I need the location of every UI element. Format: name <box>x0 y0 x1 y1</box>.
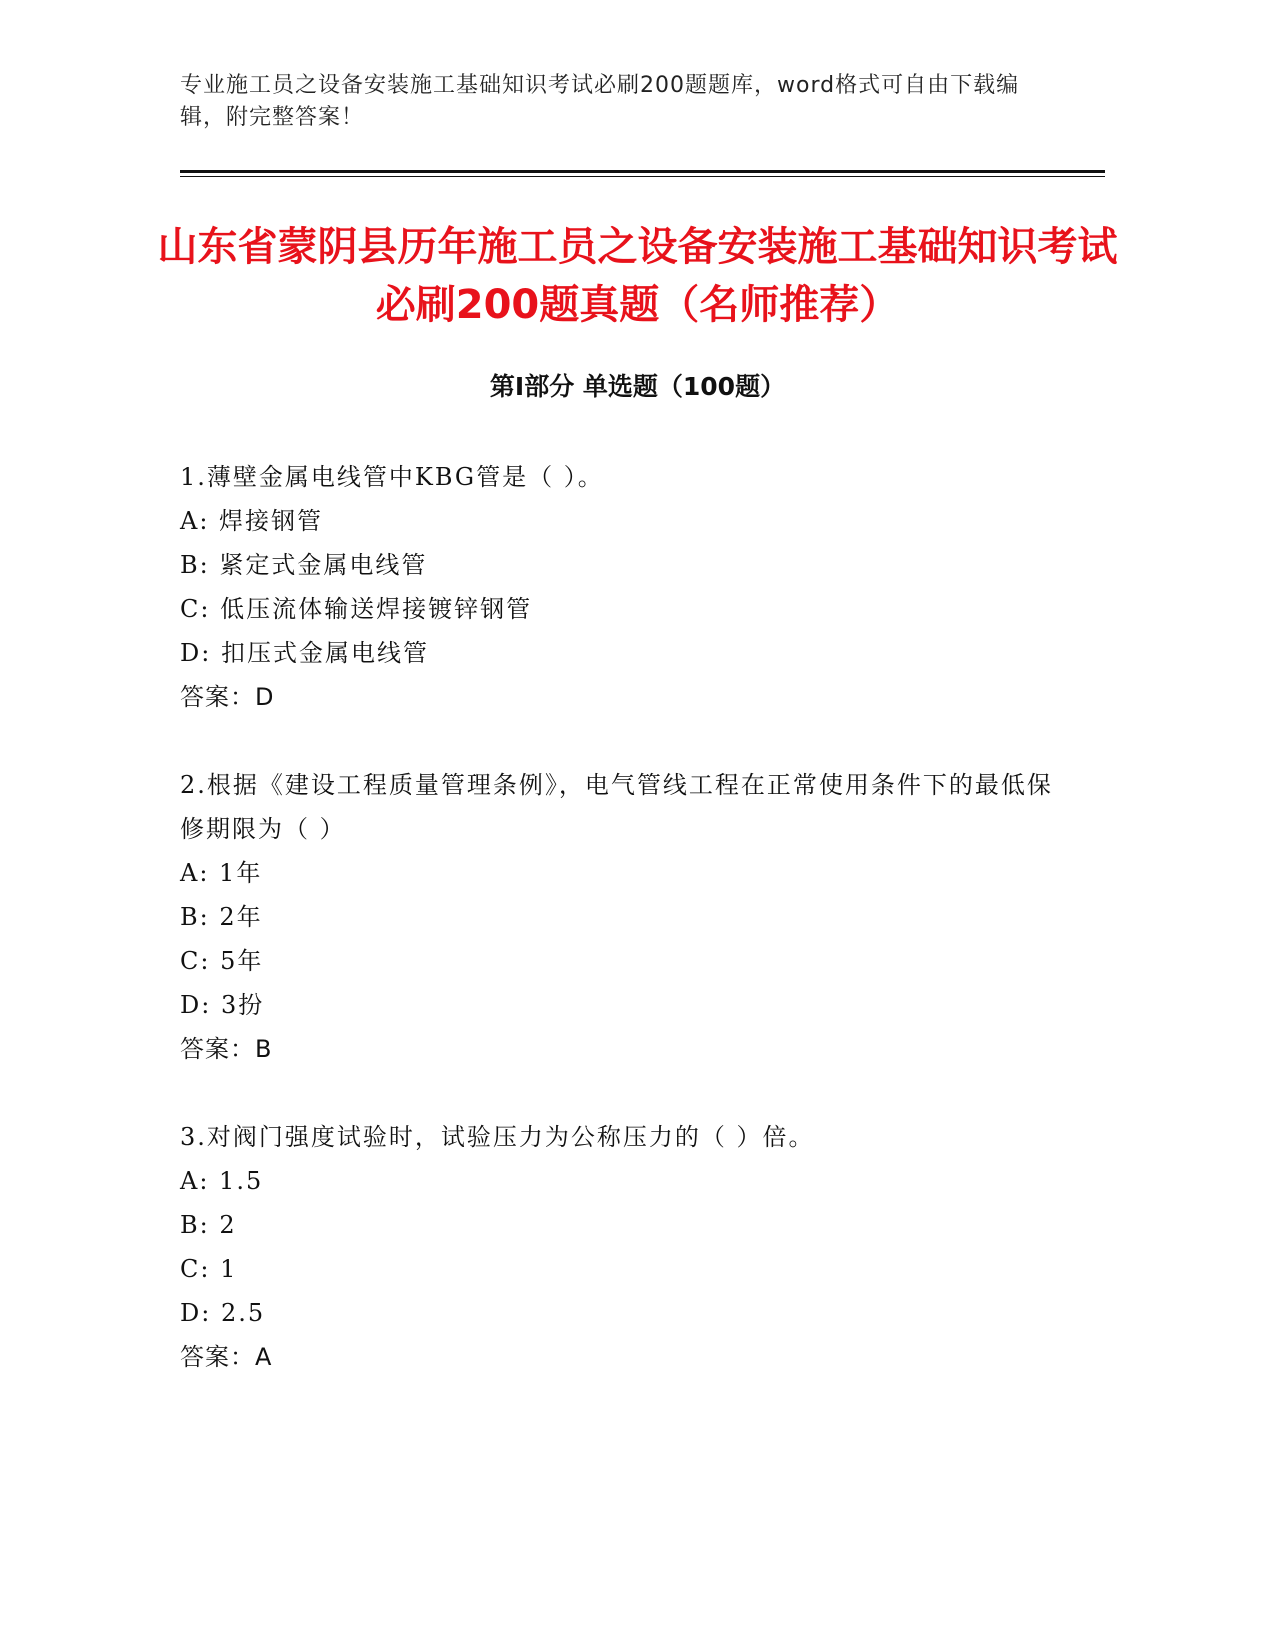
option-c: C: 5年 <box>180 947 264 975</box>
option-b: B: 紧定式金属电线管 <box>180 551 428 579</box>
header-divider-thin <box>180 176 1105 177</box>
option-b: B: 2 <box>180 1211 237 1239</box>
option-b: B: 2年 <box>180 903 263 931</box>
question-3 <box>180 1115 1060 1379</box>
header-divider-thick <box>180 170 1105 173</box>
answer-line: 答案：A <box>180 1343 273 1371</box>
option-a: A: 焊接钢管 <box>180 507 324 535</box>
header-note: 专业施工员之设备安装施工基础知识考试必刷200题题库，word格式可自由下载编辑，附完整答案！ <box>180 73 1020 130</box>
question-1 <box>180 455 1060 719</box>
question-stem: 2.根据《建设工程质量管理条例》，电气管线工程在正常使用条件下的最低保修期限为（ ） <box>180 771 1053 843</box>
option-d: D: 3扮 <box>180 991 265 1019</box>
section-title: 第I部分 单选题（100题） <box>489 372 786 401</box>
option-a: A: 1年 <box>180 859 263 887</box>
question-list <box>180 455 1060 1423</box>
option-d: D: 扣压式金属电线管 <box>180 639 429 667</box>
question-stem: 3.对阀门强度试验时，试验压力为公称压力的（ ）倍。 <box>180 1123 815 1151</box>
option-c: C: 1 <box>180 1255 238 1283</box>
question-stem: 1.薄壁金属电线管中KBG管是（ ）。 <box>180 463 604 491</box>
option-a: A: 1.5 <box>180 1167 264 1195</box>
answer-line: 答案：D <box>180 683 275 711</box>
answer-line: 答案：B <box>180 1035 273 1063</box>
option-c: C: 低压流体输送焊接镀锌钢管 <box>180 595 533 623</box>
option-d: D: 2.5 <box>180 1299 266 1327</box>
document-title: 山东省蒙阴县历年施工员之设备安装施工基础知识考试必刷200题真题（名师推荐） <box>157 224 1118 328</box>
question-2 <box>180 763 1060 1071</box>
